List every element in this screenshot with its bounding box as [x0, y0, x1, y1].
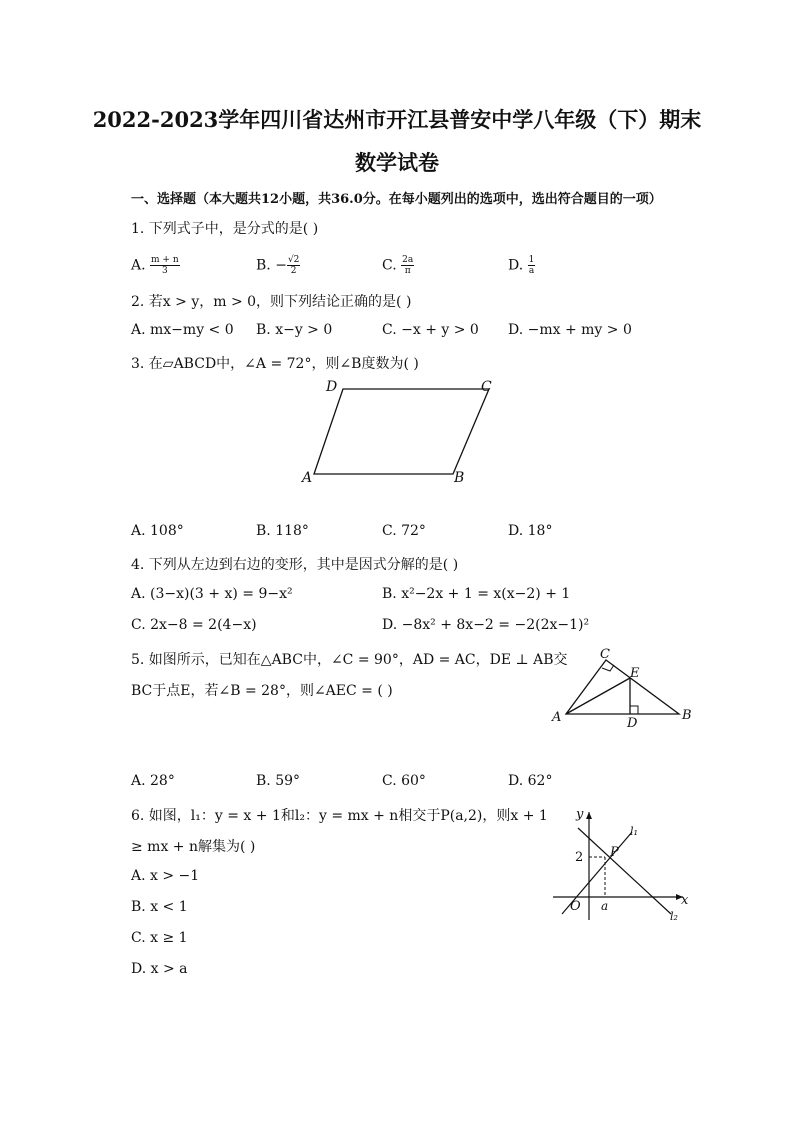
- q1-option-d: [508, 255, 535, 276]
- q6-option-a: A. x > −1: [131, 868, 200, 884]
- q4-option-b: B. x²−2x + 1 = x(x−2) + 1: [382, 586, 571, 602]
- vertex-label-d: D: [627, 716, 638, 731]
- vertex-label-a: A: [302, 470, 313, 486]
- q6-option-c: C. x ≥ 1: [131, 930, 188, 946]
- q4-option-d: D. −8x² + 8x−2 = −2(2x−1)²: [382, 617, 590, 633]
- fraction: [401, 255, 414, 276]
- q4-option-c: C. 2x−8 = 2(4−x): [131, 617, 257, 633]
- q5-stem-line2: BC于点E，若∠B = 28°，则∠AEC = ( ): [131, 683, 393, 699]
- origin-label: O: [570, 899, 581, 914]
- fraction: [287, 255, 300, 276]
- q6-option-d: D. x > a: [131, 961, 188, 977]
- fraction: [150, 255, 180, 276]
- denominator: π: [404, 266, 411, 276]
- q2-option-d: D. −mx + my > 0: [508, 322, 632, 338]
- minus-sign: −: [275, 257, 287, 274]
- right-angle-mark-d: [630, 706, 638, 714]
- exam-title-line2: 数学试卷: [355, 150, 439, 175]
- segment-ae: [566, 678, 630, 714]
- section-heading: 一、选择题（本大题共12小题，共36.0分。在每小题列出的选项中，选出符合题目的一项）: [131, 192, 662, 207]
- y-axis-arrow: [586, 812, 592, 819]
- axis-label-y: y: [576, 807, 584, 822]
- point-label-p: P: [610, 845, 619, 860]
- right-angle-mark-c: [602, 665, 614, 671]
- q1-option-a: [131, 255, 180, 276]
- denominator: 3: [161, 266, 168, 276]
- q5-option-a: A. 28°: [131, 773, 175, 789]
- q3-option-c: C. 72°: [382, 523, 426, 539]
- coordinate-figure: [548, 802, 698, 927]
- q3-option-d: D. 18°: [508, 523, 553, 539]
- line-label-l1: l₁: [630, 825, 638, 838]
- option-label: D.: [508, 257, 524, 274]
- q3-stem: 3. 在▱ABCD中，∠A = 72°，则∠B度数为( ): [131, 356, 419, 372]
- line-label-l2: l₂: [670, 910, 678, 923]
- option-label: C.: [382, 257, 397, 274]
- triangle-abc: [566, 660, 679, 714]
- vertex-label-b: B: [454, 470, 465, 486]
- exam-title-line1: 2022-2023学年四川省达州市开江县普安中学八年级（下）期末: [92, 107, 702, 132]
- numerator: 2a: [402, 255, 414, 265]
- tick-label-2: 2: [575, 850, 584, 865]
- q2-option-a: A. mx−my < 0: [131, 322, 234, 338]
- vertex-label-e: E: [630, 666, 640, 681]
- vertex-label-c: C: [481, 379, 492, 395]
- q4-option-a: A. (3−x)(3 + x) = 9−x²: [131, 586, 293, 602]
- parallelogram-figure: [290, 374, 510, 489]
- axis-label-x: x: [681, 893, 689, 908]
- q2-stem: 2. 若x > y，m > 0，则下列结论正确的是( ): [131, 294, 412, 310]
- numerator: m + n: [151, 255, 179, 265]
- q5-option-c: C. 60°: [382, 773, 426, 789]
- parallelogram-abcd: [314, 389, 489, 474]
- q3-option-a: A. 108°: [131, 523, 184, 539]
- q3-option-b: B. 118°: [256, 523, 309, 539]
- denominator: a: [528, 266, 535, 276]
- vertex-label-d: D: [326, 379, 338, 395]
- numerator: 1: [528, 255, 535, 265]
- q1-option-b: [256, 255, 300, 276]
- vertex-label-a: A: [552, 710, 562, 725]
- q4-stem: 4. 下列从左边到右边的变形，其中是因式分解的是( ): [131, 557, 459, 573]
- q5-option-b: B. 59°: [256, 773, 301, 789]
- q1-stem: 1. 下列式子中，是分式的是( ): [131, 221, 319, 237]
- q6-stem-line2: ≥ mx + n解集为( ): [131, 839, 256, 855]
- q2-option-b: B. x−y > 0: [256, 322, 333, 338]
- tick-label-a: a: [601, 899, 609, 913]
- vertex-label-b: B: [682, 708, 692, 723]
- option-label: B.: [256, 257, 271, 274]
- triangle-figure: [548, 645, 698, 730]
- q6-option-b: B. x < 1: [131, 899, 188, 915]
- denominator: 2: [290, 266, 297, 276]
- q5-option-d: D. 62°: [508, 773, 553, 789]
- q1-option-c: [382, 255, 414, 276]
- fraction: [528, 255, 536, 276]
- q6-stem-line1: 6. 如图，l₁：y = x + 1和l₂：y = mx + n相交于P(a,2)，则x + 1: [131, 808, 548, 824]
- q2-option-c: C. −x + y > 0: [382, 322, 479, 338]
- q5-stem-line1: 5. 如图所示，已知在△ABC中，∠C = 90°，AD = AC，DE ⊥ AB交: [131, 652, 568, 668]
- numerator: √2: [287, 255, 300, 265]
- vertex-label-c: C: [600, 647, 610, 662]
- option-label: A.: [131, 257, 146, 274]
